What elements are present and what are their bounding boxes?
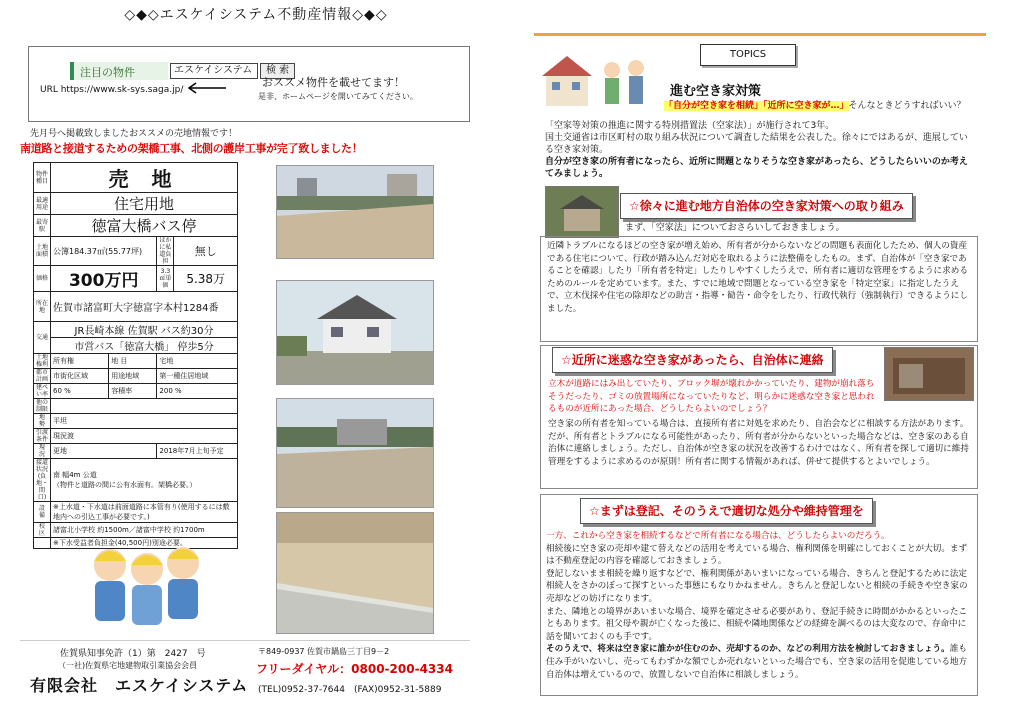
label-traffic: 交通: [34, 322, 51, 354]
private-road: 無し: [174, 237, 238, 266]
city-plan: 市街化区域: [51, 369, 109, 384]
label-school: 校 区: [34, 523, 51, 538]
search-bar: [170, 58, 295, 74]
terrain: 平坦: [51, 414, 238, 429]
coverage: 60 %: [51, 384, 109, 399]
top-accent-bar: [534, 33, 986, 36]
tel-fax: (TEL)0952-37-7644 (FAX)0952-31-5889: [258, 685, 442, 695]
label-road: 接道状況(負地・間口): [34, 459, 51, 502]
search-button[interactable]: 検 索: [260, 63, 295, 79]
label-handover-cond: 引渡条件: [34, 429, 51, 444]
road-2: （物件と道路の間に公有水面有。架橋必要。）: [53, 481, 197, 489]
road-1: 南 幅4m 公道: [53, 471, 97, 479]
property-use: 住宅用地: [51, 193, 238, 215]
subtitle-highlight: 「自分が空き家を相続」「近所に空き家が…」: [664, 101, 849, 111]
search-query[interactable]: エスケイシステム: [170, 63, 258, 79]
topics-label: TOPICS: [700, 44, 796, 66]
section-1-body: 近隣トラブルになるほどの空き家が増え始め、所有者が分からないなどの問題も表面化したため、個人の資産である住宅について、行政が踏み込んだ対応を取れるように法整備をしたもの。まず、自治体が「空き家であることを確認」したり「所有者を特定」したりしやすくしたうえで、所有者に適切な管理をするように求めるためのルールを定めています。また、すでに地域で問題となっている空き家を「特定空家」に指定したうえで、立木伐採や住宅の除却などの助言・指導・勧告・命令をしたり、行政代執行（強制執行）できるようにしました。: [547, 241, 968, 314]
notice-highlight: 南道路と接道するための架橋工事、北側の護岸工事が完了致しました！: [20, 142, 363, 155]
recommend-text: おススメ物件を載せてます！: [262, 76, 405, 89]
intro-text: [545, 120, 975, 180]
section-1-lead: まず、「空家法」についておさらいしておきましょう。: [625, 223, 845, 233]
association-member: （一社)佐賀県宅地建物取引業協会会員: [58, 661, 198, 670]
label-city-plan: 都市計画: [34, 369, 51, 384]
intro-line-1: 「空家等対策の推進に関する特別措置法（空家法）」が施行されて3年。: [545, 121, 835, 131]
label-private-road: ほかに私道負担: [157, 237, 174, 266]
land-right: 所有権: [51, 354, 109, 369]
arrow-left-icon: [186, 82, 228, 94]
label-equipment: 設 備: [34, 502, 51, 523]
article-subtitle: [664, 98, 966, 111]
lot-photo-1: [276, 165, 434, 259]
section-3-question: 一方、これから空き家を相続するなどで所有者になる場合は、どうしたらよいのだろう。: [546, 531, 890, 541]
section-3-para-3: また、隣地との境界があいまいな場合、境界を確定させる必要があり、登記手続きに時間がかかるといったこともあります。祖父母や親が亡くなった後に、相続や隣地関係などの経緯を調べるのは大変なので、存命中に話を聞いておくのも手です。: [546, 606, 968, 642]
free-dial[interactable]: フリーダイヤル：0800-200-4334: [256, 662, 453, 676]
section-3-text: [546, 530, 972, 681]
section-3-para-1: 相続後に空き家の売却や建て替えなどの活用を考えている場合、権利関係を明確にしておくことが大切。まずは不動産登記の内容を確認しておきましょう。: [546, 543, 968, 567]
label-coverage: 建ぺい率: [34, 384, 51, 399]
label-unit-price: 3.3㎡単価: [157, 266, 174, 292]
notice-line: 先月号へ掲載致しましたおススメの売地情報です！: [30, 129, 238, 139]
label-current: 現 況: [34, 444, 51, 459]
website-url[interactable]: URL https://www.sk-sys.saga.jp/: [40, 85, 184, 95]
label-nearest: 最寄駅: [34, 215, 51, 237]
equipment: ※上水道・下水道は前面道路に本管有り(使用するには敷地内への引込工事が必要です。): [51, 502, 238, 523]
label-location: 所在地: [34, 292, 51, 322]
location: 佐賀市諸富町大字徳富字本村1284番: [51, 292, 238, 322]
intro-line-2: 国土交通省は市区町村の取り組み状況について調査した結果を公表した。徐々にではあるが、進展している空き家対策。: [545, 133, 968, 155]
price: 300万円: [51, 266, 157, 292]
worker-mascots-illustration: [75, 535, 215, 635]
traffic-line-1: JR長崎本線 佐賀駅 バス約30分: [51, 322, 238, 338]
lot-photo-2: [276, 398, 434, 508]
intro-line-3: 自分が空き家の所有者になったら、近所に問題となりそうな空き家があったら、どうしたらいいのか考えてみましょう。: [545, 157, 968, 179]
unit-price: 5.38万: [174, 266, 238, 292]
nearest-stop: 徳富大橋バス停: [51, 215, 238, 237]
section-2-heading: ☆近所に迷惑な空き家があったら、自治体に連絡: [552, 347, 833, 373]
label-area: 土地面積: [34, 237, 51, 266]
label-land-right: 土地権利: [34, 354, 51, 369]
recommend-subtext: 是非、ホームページを開いてみてください。: [258, 92, 418, 101]
section-3-para-2: 登記しないまま相続を繰り返すなどで、権利関係があいまいになっている場合、きちんと登記するために法定相続人をさかのぼって探すといった事態にもなりかねません。きちんと登記しないと相続の手続きや空き家の売却などの妨げになります。: [546, 568, 968, 604]
section-1-heading: ☆徐々に進む地方自治体の空き家対策への取り組み: [620, 193, 913, 219]
land-area: 公簿184.37㎡(55.77坪): [51, 237, 157, 266]
label-land-category: 地 目: [109, 354, 157, 369]
section-2-body: 空き家の所有者を知っている場合は、直接所有者に対処を求めたり、自治会などに相談する方法があります。だが、所有者とトラブルになる可能性があったり、所有者が分からないといった場合などは、空き家のある自治体に連絡しましょう。ただし、自治体が空き家の状況を改善するわけではなく、所有者を探して適切に維持管理をするように求めるのが原則！所有者に関する情報があれば、併せて提供するとよいでしょう。: [548, 419, 969, 467]
property-type: 売 地: [51, 163, 238, 193]
featured-ribbon: 注目の物件: [70, 62, 168, 80]
article-title: 進む空き家対策: [670, 84, 762, 99]
label-zoning: 用途地域: [109, 369, 157, 384]
company-address: 〒849-0937 佐賀市鍋島三丁目9－2: [258, 647, 390, 656]
license-number: 佐賀県知事免許（1）第 2427 号: [60, 649, 206, 659]
section-3-para-4: 誰も住み手がいないし、売ってもわずかな額でしか売れないといった場合でも、空き家の活用を促進している地方自治体は増えているので、放置しないで自治体に相談しましょう。: [546, 644, 968, 680]
label-other-limits: 他の制限: [34, 399, 51, 414]
label-type: 物件種目: [34, 163, 51, 193]
lot-photo-3: [276, 512, 434, 634]
current-state: 更地: [51, 444, 157, 459]
vacant-house-photo-2: [884, 347, 974, 401]
left-page-title: ◇◆◇エスケイシステム不動産情報◇◆◇: [124, 7, 388, 23]
school-district: 諸富北小学校 約1500m／諸富中学校 約1700m: [51, 523, 238, 538]
vacant-house-photo-1: [545, 186, 619, 238]
house-photo: [276, 280, 434, 385]
property-spec-table: [33, 162, 238, 549]
section-2-question: 立木が道路にはみ出していたり、ブロック塀が壊れかかっていたり、建物が崩れ落ちそうだったり、ゴミの放置場所になっていたりなど、明らかに迷惑な空き家と思われるものが近所にあった場合、どうしたらよいのでしょう？: [548, 379, 875, 415]
sewer-note: ※下水受益者負担金(40,500円)別途必要。: [51, 538, 238, 549]
label-terrain: 地 勢: [34, 414, 51, 429]
company-name: 有限会社 エスケイシステム: [30, 676, 249, 695]
land-category: 宅地: [157, 354, 238, 369]
far: 200 %: [157, 384, 238, 399]
traffic-line-2: 市営バス「徳富大橋」 停歩5分: [51, 338, 238, 354]
label-far: 容積率: [109, 384, 157, 399]
handover-date: 2018年7月上旬予定: [157, 444, 238, 459]
label-price: 価格: [34, 266, 51, 292]
section-3-heading: ☆まずは登記、そのうえで適切な処分や維持管理を: [580, 498, 873, 524]
zoning: 第一種住居地域: [157, 369, 238, 384]
label-use: 最適用途: [34, 193, 51, 215]
section-3-bold: そのうえで、将来は空き家に誰かが住むのか、売却するのか、などの利用方法を検討しておきましょう。: [546, 644, 950, 655]
subtitle-rest: そんなときどうすればいい？: [848, 101, 966, 111]
handover-cond: 現況渡: [51, 429, 238, 444]
house-family-illustration: [532, 48, 662, 108]
